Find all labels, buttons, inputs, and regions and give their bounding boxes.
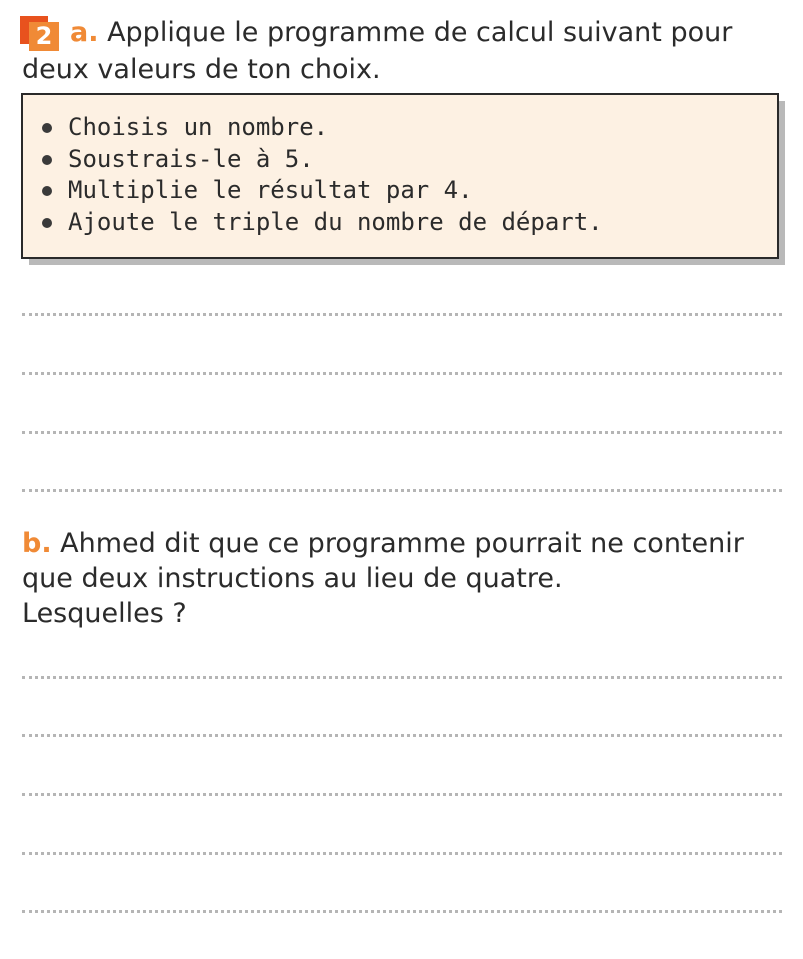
part-a-label: a. <box>70 17 99 48</box>
part-b-question-line-2: que deux instructions au lieu de quatre. <box>22 563 563 594</box>
answer-line-a3[interactable] <box>22 431 782 434</box>
exercise-number-badge <box>20 16 60 50</box>
program-step-text: Choisis un nombre. <box>68 113 329 141</box>
part-b-label: b. <box>22 528 52 559</box>
part-b-question-line-1 <box>22 525 744 563</box>
badge-number: 2 <box>29 22 59 51</box>
answer-line-b4[interactable] <box>22 852 782 855</box>
bullet-icon <box>42 155 52 165</box>
part-a-text-1: Applique le programme de calcul suivant pour <box>98 17 733 48</box>
part-b-text-1: Ahmed dit que ce programme pourrait ne contenir <box>51 528 744 559</box>
program-step <box>23 175 777 207</box>
answer-line-b3[interactable] <box>22 793 782 796</box>
program-box <box>21 93 779 259</box>
bullet-icon <box>42 123 52 133</box>
program-step-text: Ajoute le triple du nombre de départ. <box>68 207 603 236</box>
bullet-icon <box>42 218 52 228</box>
part-a-question-line-1 <box>70 14 732 52</box>
bullet-icon <box>42 186 52 196</box>
part-b-question-line-3: Lesquelles ? <box>22 598 187 629</box>
program-step <box>23 144 777 176</box>
answer-line-a2[interactable] <box>22 372 782 375</box>
answer-line-a4[interactable] <box>22 489 782 492</box>
answer-line-b2[interactable] <box>22 734 782 737</box>
part-a-question-line-2: deux valeurs de ton choix. <box>22 54 381 85</box>
answer-line-a1[interactable] <box>22 313 782 316</box>
program-steps-list <box>23 95 777 238</box>
program-step <box>23 112 777 144</box>
program-step <box>23 207 777 239</box>
answer-line-b1[interactable] <box>22 676 782 679</box>
program-step-text: Soustrais-le à 5. <box>68 144 314 173</box>
program-step-text: Multiplie le résultat par 4. <box>68 176 473 204</box>
answer-line-b5[interactable] <box>22 910 782 913</box>
